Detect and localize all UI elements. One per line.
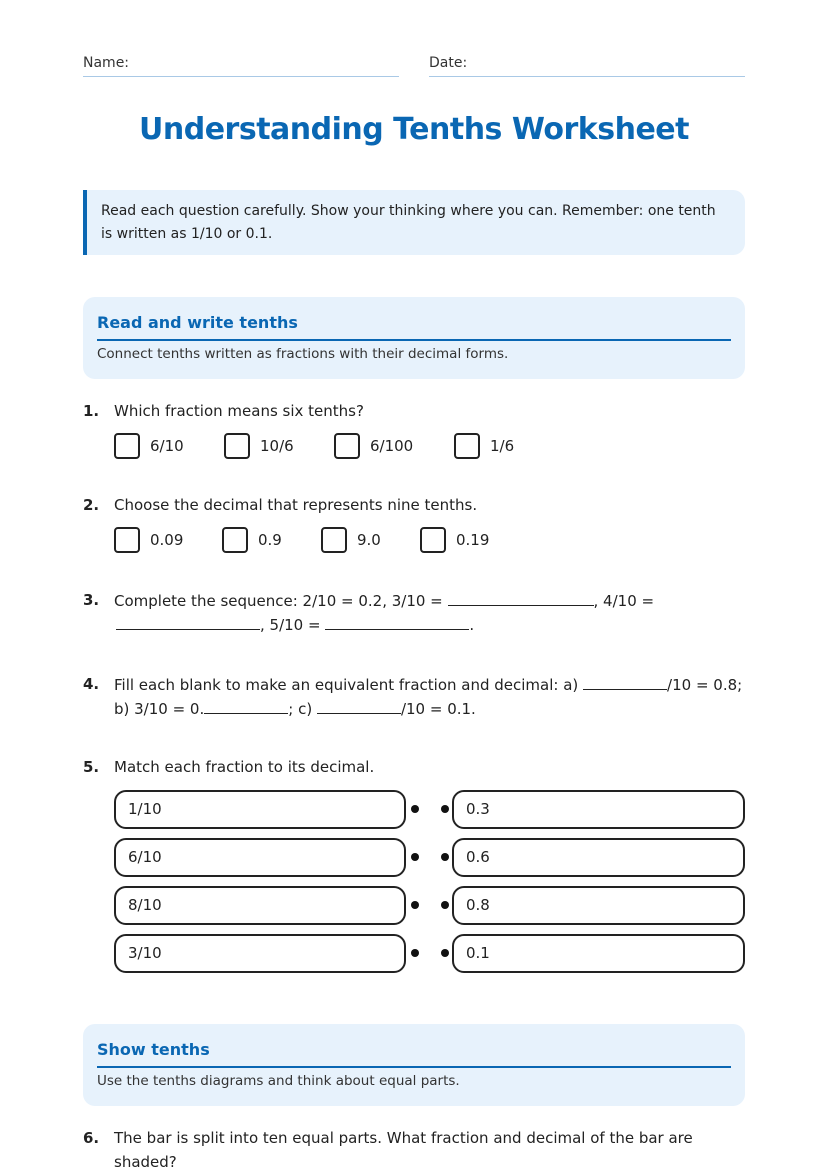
question-text: The bar is split into ten equal parts. What fraction and decimal of the bar are shaded? (114, 1129, 693, 1171)
match-dot[interactable] (441, 853, 449, 861)
option-label: 0.9 (258, 531, 282, 549)
answer-blank[interactable] (448, 588, 594, 606)
option[interactable] (114, 432, 184, 460)
question-3 (83, 588, 745, 636)
match-dot[interactable] (411, 853, 419, 861)
answer-blank[interactable] (325, 612, 469, 630)
question-number: 2. (83, 496, 100, 514)
question-text-part: /10 = 0.8; (667, 676, 743, 694)
section-subtitle: Use the tenths diagrams and think about equal parts. (97, 1073, 460, 1089)
option[interactable] (222, 526, 282, 554)
option[interactable] (114, 526, 183, 554)
question-text-part: /10 = 0.1. (400, 700, 476, 718)
header-fields (83, 52, 745, 78)
question-number: 3. (83, 591, 100, 609)
checkbox[interactable] (224, 433, 250, 459)
question-text: Which fraction means six tenths? (114, 402, 364, 420)
worksheet-title: Understanding Tenths Worksheet (139, 112, 689, 147)
section-title: Read and write tenths (97, 297, 731, 341)
option[interactable] (224, 432, 294, 460)
option-label: 6/10 (150, 437, 184, 455)
question-text (114, 588, 745, 613)
question-text-part: , 5/10 = (260, 616, 326, 634)
question-6 (83, 1126, 745, 1171)
option-label: 6/100 (370, 437, 414, 455)
match-right-item[interactable]: 0.8 (452, 886, 745, 925)
question-text-line-2 (116, 612, 736, 637)
match-dot[interactable] (411, 949, 419, 957)
question-text-part: ; c) (288, 700, 317, 718)
question-number: 4. (83, 675, 100, 693)
checkbox[interactable] (114, 433, 140, 459)
section-show-tenths (83, 1024, 745, 1106)
question-text-line-2 (114, 696, 734, 721)
answer-blank[interactable] (317, 696, 401, 714)
match-right-item[interactable]: 0.1 (452, 934, 745, 973)
question-text: Match each fraction to its decimal. (114, 758, 375, 776)
match-left-item[interactable]: 3/10 (114, 934, 406, 973)
question-text (114, 672, 754, 697)
match-left-item[interactable]: 1/10 (114, 790, 406, 829)
section-read-write-tenths (83, 297, 745, 379)
question-text: Choose the decimal that represents nine tenths. (114, 496, 478, 514)
match-left-item[interactable]: 6/10 (114, 838, 406, 877)
checkbox[interactable] (222, 527, 248, 553)
answer-blank[interactable] (583, 672, 667, 690)
question-text-part: b) 3/10 = 0. (114, 700, 205, 718)
name-label: Name: (83, 55, 130, 71)
match-dot[interactable] (441, 805, 449, 813)
question-text-part: Complete the sequence: 2/10 = 0.2, 3/10 = (114, 592, 448, 610)
instructions-box: Read each question carefully. Show your thinking where you can. Remember: one tenth is written as 1/10 or 0.1. (83, 190, 745, 255)
match-dot[interactable] (441, 901, 449, 909)
answer-blank[interactable] (116, 612, 260, 630)
checkbox[interactable] (420, 527, 446, 553)
question-1 (83, 399, 745, 423)
question-4 (83, 672, 745, 720)
option-label: 9.0 (357, 531, 381, 549)
checkbox[interactable] (334, 433, 360, 459)
match-right-item[interactable]: 0.3 (452, 790, 745, 829)
match-dot[interactable] (411, 805, 419, 813)
option-label: 0.19 (456, 531, 490, 549)
section-title: Show tenths (97, 1024, 731, 1068)
question-number: 5. (83, 758, 100, 776)
option[interactable] (454, 432, 514, 460)
question-text-part: Fill each blank to make an equivalent fraction and decimal: a) (114, 676, 584, 694)
match-right-item[interactable]: 0.6 (452, 838, 745, 877)
checkbox[interactable] (114, 527, 140, 553)
checkbox[interactable] (321, 527, 347, 553)
option[interactable] (334, 432, 413, 460)
question-number: 6. (83, 1129, 100, 1147)
option-label: 0.09 (150, 531, 184, 549)
name-field[interactable] (83, 52, 399, 77)
section-subtitle: Connect tenths written as fractions with their decimal forms. (97, 346, 509, 362)
match-dot[interactable] (411, 901, 419, 909)
date-field[interactable] (429, 52, 745, 77)
checkbox[interactable] (454, 433, 480, 459)
match-left-item[interactable]: 8/10 (114, 886, 406, 925)
question-number: 1. (83, 402, 100, 420)
question-5 (83, 755, 745, 779)
question-text-part: . (469, 616, 475, 634)
option-label: 1/6 (490, 437, 515, 455)
question-text-part: , 4/10 = (593, 592, 655, 610)
option-label: 10/6 (260, 437, 294, 455)
option[interactable] (321, 526, 381, 554)
answer-blank[interactable] (204, 696, 288, 714)
question-2 (83, 493, 745, 517)
option[interactable] (420, 526, 489, 554)
match-dot[interactable] (441, 949, 449, 957)
date-label: Date: (429, 55, 468, 71)
